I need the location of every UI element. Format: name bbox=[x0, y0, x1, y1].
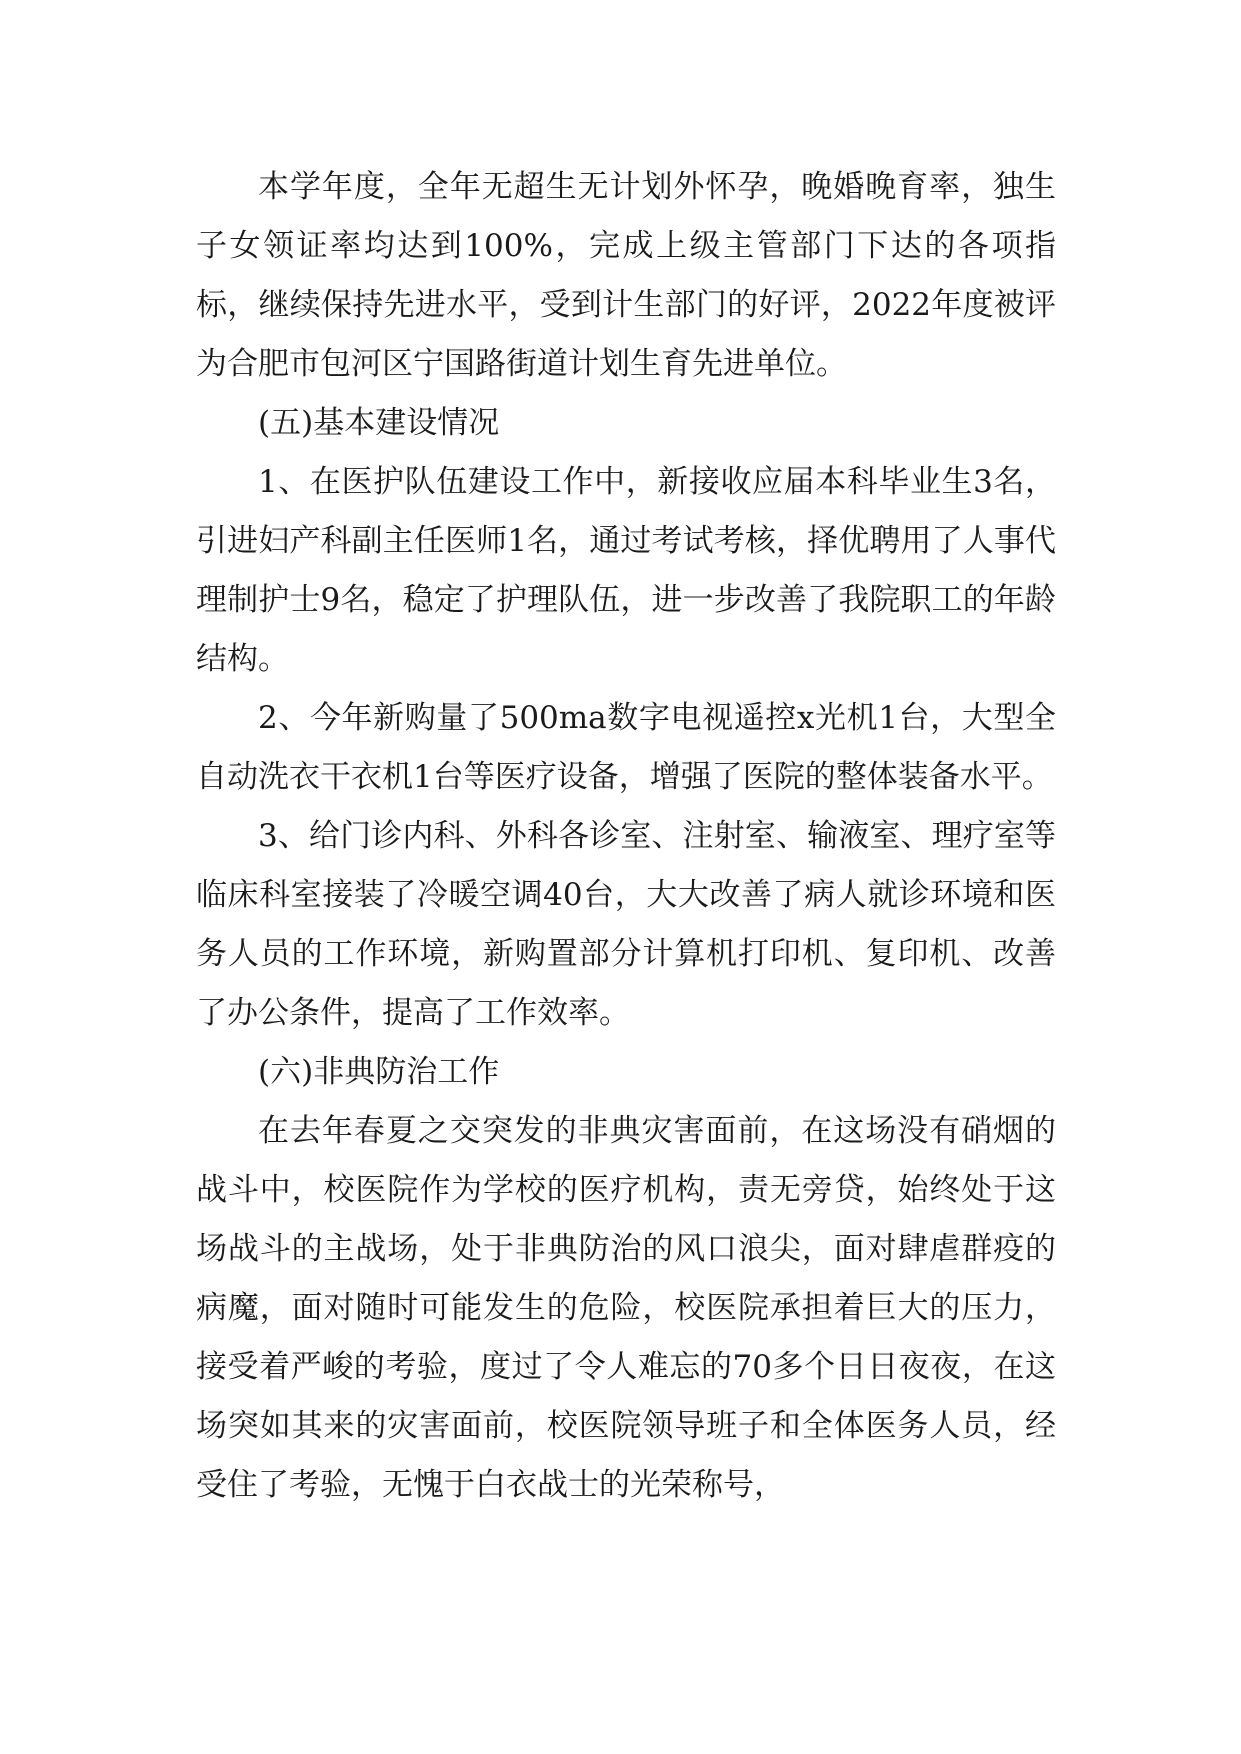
section-heading-infrastructure: (五)基本建设情况 bbox=[258, 405, 500, 441]
paragraph-staff-building: 1、在医护队伍建设工作中，新接收应届本科毕业生3名，引进妇产科副主任医师1名，通过考试考核，择优聘用了人事代理制护士9名，稳定了护理队伍，进一步改善了我院职工的年龄结构。 bbox=[196, 464, 1056, 677]
paragraph-air-conditioning: 3、给门诊内科、外科各诊室、注射室、输液室、理疗室等临床科室接装了冷暖空调40台，大大改善了病人就诊环境和医务人员的工作环境，新购置部分计算机打印机、复印机、改善了办公条件，提高了工作效率。 bbox=[196, 818, 1056, 1031]
paragraph-sars-response: 在去年春夏之交突发的非典灾害面前，在这场没有硝烟的战斗中，校医院作为学校的医疗机构，责无旁贷，始终处于这场战斗的主战场，处于非典防治的风口浪尖，面对肆虐群疫的病魔，面对随时可能发生的危险，校医院承担着巨大的压力，接受着严峻的考验，度过了令人难忘的70多个日日夜夜，在这场突如其来的灾害面前，校医院领导班子和全体医务人员，经受住了考验，无愧于白衣战士的光荣称号， bbox=[196, 1113, 1056, 1503]
paragraph-equipment-purchase: 2、今年新购量了500ma数字电视遥控x光机1台，大型全自动洗衣干衣机1台等医疗设备，增强了医院的整体装备水平。 bbox=[196, 700, 1056, 795]
document-body bbox=[196, 158, 1056, 1515]
paragraph-family-planning: 本学年度，全年无超生无计划外怀孕，晚婚晚育率，独生子女领证率均达到100%，完成上级主管部门下达的各项指标，继续保持先进水平，受到计生部门的好评，2022年度被评为合肥市包河区宁国路街道计划生育先进单位。 bbox=[196, 169, 1056, 382]
section-heading-sars-prevention: (六)非典防治工作 bbox=[258, 1054, 500, 1090]
